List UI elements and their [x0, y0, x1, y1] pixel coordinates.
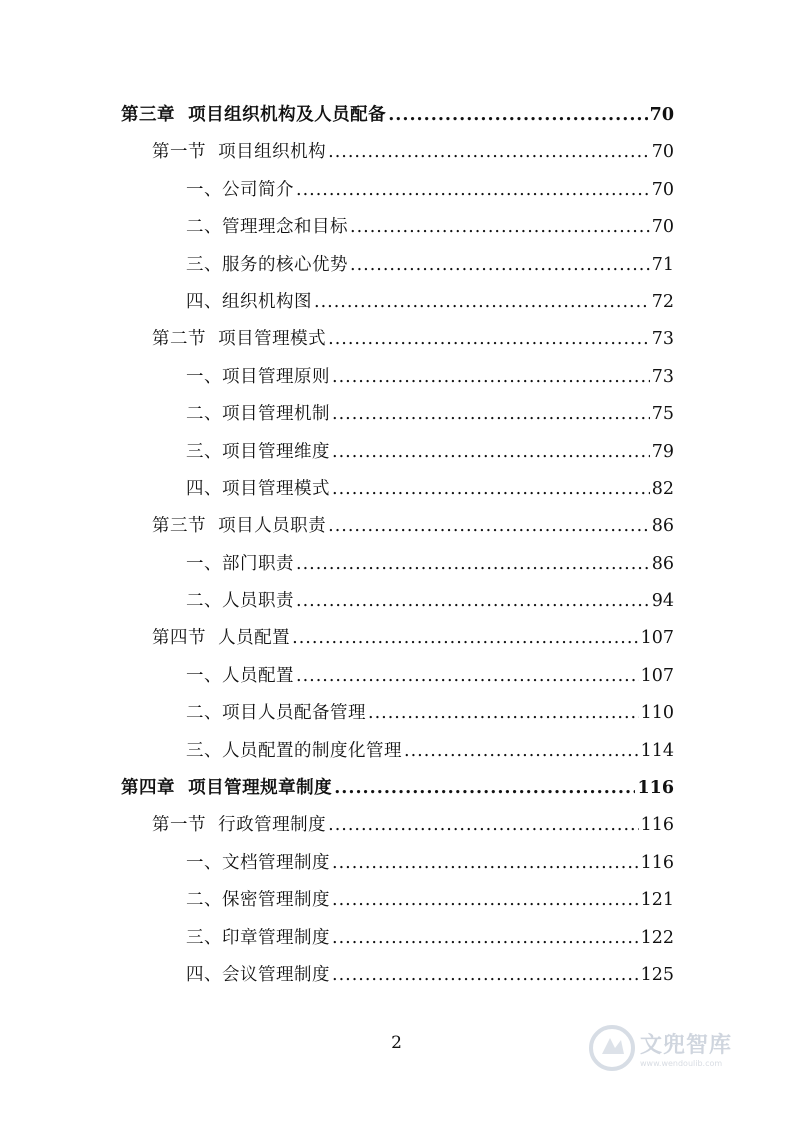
toc-dot-leader: [332, 442, 650, 462]
toc-dot-leader: [314, 292, 650, 312]
toc-entry-page: 70: [651, 217, 674, 238]
toc-entry-label: 一、项目管理原则: [186, 366, 330, 387]
toc-entry[interactable]: [121, 774, 674, 811]
toc-dot-leader: [296, 591, 650, 611]
watermark: [588, 1018, 758, 1078]
toc-entry-page: 94: [651, 591, 674, 612]
toc-entry-page: 125: [640, 964, 674, 985]
toc-dot-leader: [328, 329, 650, 349]
toc-dot-leader: [296, 554, 650, 574]
toc-entry-label: 第三节 项目人员职责: [152, 516, 327, 537]
toc-entry-page: 70: [651, 179, 674, 200]
watermark-title: 文兜智库: [640, 1033, 733, 1058]
toc-entry-label: 一、人员配置: [186, 665, 294, 686]
toc-entry-label: 第三章 项目组织机构及人员配备: [121, 105, 387, 125]
toc-entry-label: 一、公司简介: [186, 179, 294, 200]
toc-entry-page: 75: [651, 404, 674, 425]
toc-dot-leader: [332, 890, 639, 910]
toc-dot-leader: [292, 628, 638, 648]
toc-entry[interactable]: [152, 138, 674, 175]
toc-entry[interactable]: [186, 886, 674, 923]
toc-dot-leader: [332, 928, 639, 948]
toc-entry[interactable]: [186, 924, 674, 961]
toc-entry-label: 第四章 项目管理规章制度: [121, 778, 333, 799]
toc-entry[interactable]: [186, 662, 674, 699]
toc-entry-page: 116: [640, 852, 674, 873]
toc-dot-leader: [332, 404, 650, 424]
toc-entry[interactable]: [186, 550, 674, 587]
toc-entry-page: 71: [651, 254, 674, 275]
toc-entry-label: 第二节 项目管理模式: [152, 329, 327, 350]
page-number: 2: [391, 1033, 402, 1053]
toc-entry-label: 二、项目管理机制: [186, 404, 330, 425]
toc-entry[interactable]: [186, 475, 674, 512]
toc-entry[interactable]: [186, 251, 674, 288]
toc-dot-leader: [334, 778, 635, 798]
toc-entry-page: 121: [640, 890, 674, 911]
toc-entry-page: 72: [651, 291, 674, 312]
toc-entry-label: 三、项目管理维度: [186, 441, 330, 462]
toc-entry-page: 107: [640, 665, 674, 686]
toc-dot-leader: [296, 666, 639, 686]
toc-entry[interactable]: [186, 849, 674, 886]
table-of-contents: [0, 101, 793, 998]
toc-entry-label: 三、印章管理制度: [186, 927, 330, 948]
toc-entry-label: 三、人员配置的制度化管理: [186, 740, 402, 761]
toc-dot-leader: [350, 217, 650, 237]
toc-entry[interactable]: [152, 624, 674, 661]
toc-entry-label: 第四节 人员配置: [152, 628, 291, 649]
toc-entry[interactable]: [186, 213, 674, 250]
toc-entry-page: 70: [649, 105, 674, 125]
toc-entry-label: 第一节 行政管理制度: [152, 815, 327, 836]
toc-entry-label: 第一节 项目组织机构: [152, 142, 327, 163]
toc-dot-leader: [350, 255, 650, 275]
toc-entry-label: 三、服务的核心优势: [186, 254, 348, 275]
toc-entry[interactable]: [186, 699, 674, 736]
toc-dot-leader: [368, 703, 639, 723]
toc-entry[interactable]: [121, 101, 674, 138]
toc-entry[interactable]: [186, 288, 674, 325]
toc-entry-label: 四、组织机构图: [186, 291, 312, 312]
watermark-logo-icon: [588, 1024, 636, 1072]
toc-entry-label: 四、项目管理模式: [186, 478, 330, 499]
toc-entry-page: 86: [651, 516, 674, 537]
toc-dot-leader: [332, 367, 650, 387]
toc-entry[interactable]: [186, 961, 674, 998]
toc-entry-page: 107: [640, 628, 674, 649]
toc-entry-page: 116: [637, 778, 674, 799]
toc-entry-label: 四、会议管理制度: [186, 964, 330, 985]
toc-dot-leader: [328, 516, 650, 536]
toc-entry-page: 116: [640, 815, 674, 836]
toc-entry[interactable]: [186, 737, 674, 774]
toc-entry-page: 114: [640, 740, 674, 761]
toc-entry[interactable]: [152, 811, 674, 848]
toc-entry-page: 82: [651, 478, 674, 499]
toc-entry-page: 86: [651, 553, 674, 574]
toc-entry-page: 79: [651, 441, 674, 462]
toc-entry-label: 一、部门职责: [186, 553, 294, 574]
toc-entry[interactable]: [186, 176, 674, 213]
watermark-url: www.wendoulib.com: [640, 1059, 723, 1068]
toc-entry[interactable]: [186, 587, 674, 624]
toc-entry-page: 73: [651, 329, 674, 350]
toc-entry-label: 二、管理理念和目标: [186, 217, 348, 238]
toc-dot-leader: [332, 853, 639, 873]
toc-entry[interactable]: [152, 325, 674, 362]
toc-dot-leader: [332, 965, 639, 985]
toc-entry-label: 二、项目人员配备管理: [186, 703, 366, 724]
toc-entry[interactable]: [186, 363, 674, 400]
toc-dot-leader: [404, 741, 639, 761]
toc-entry-page: 70: [651, 142, 674, 163]
toc-entry-label: 二、保密管理制度: [186, 890, 330, 911]
toc-entry[interactable]: [186, 400, 674, 437]
toc-entry-label: 二、人员职责: [186, 591, 294, 612]
toc-entry-label: 一、文档管理制度: [186, 852, 330, 873]
toc-entry[interactable]: [186, 438, 674, 475]
toc-entry[interactable]: [152, 512, 674, 549]
toc-dot-leader: [328, 815, 638, 835]
toc-entry-page: 122: [640, 927, 674, 948]
toc-entry-page: 110: [640, 703, 674, 724]
toc-entry-page: 73: [651, 366, 674, 387]
toc-dot-leader: [388, 105, 647, 125]
toc-dot-leader: [332, 479, 650, 499]
toc-dot-leader: [296, 180, 650, 200]
toc-dot-leader: [328, 142, 650, 162]
